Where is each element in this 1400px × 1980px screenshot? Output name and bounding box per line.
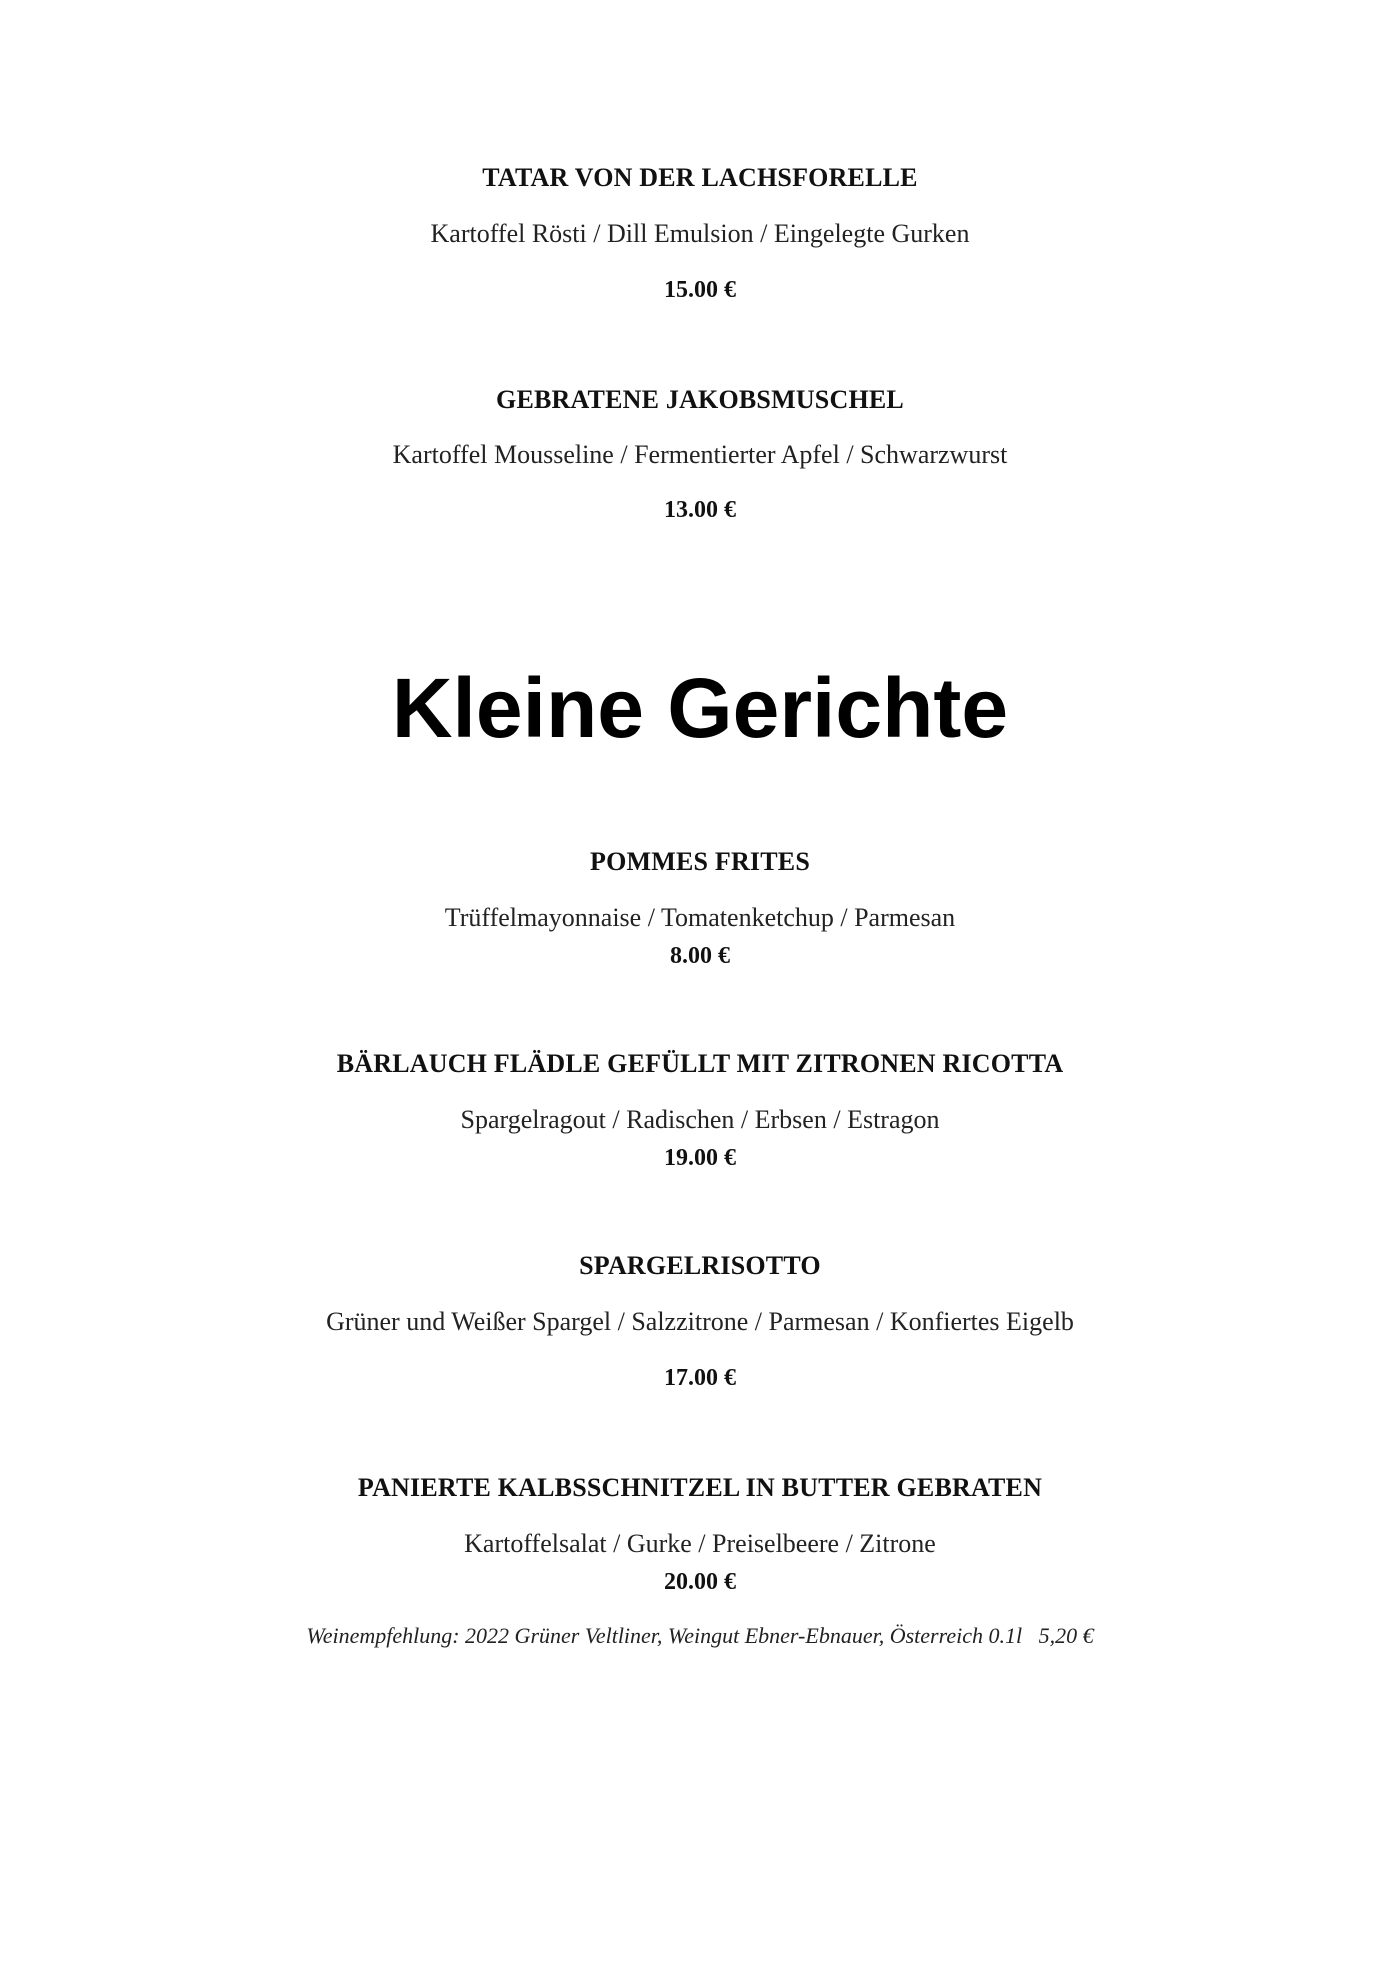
dish-name-pommes-frites: POMMES FRITES	[589, 847, 810, 876]
dish-price-spargelrisotto: 17.00 €	[664, 1365, 736, 1391]
section-title: Kleine Gerichte	[391, 661, 1009, 755]
dish-name-spargelrisotto: SPARGELRISOTTO	[579, 1251, 821, 1280]
dish-price-kalbsschnitzel: 20.00 €	[664, 1569, 736, 1595]
dish-description-jakobsmuschel: Kartoffel Mousseline / Fermentierter Apfel / Schwarzwurst	[392, 440, 1008, 469]
dish-name-baerlauch-flaedle: BÄRLAUCH FLÄDLE GEFÜLLT MIT ZITRONEN RICOTTA	[336, 1049, 1064, 1078]
wine-recommendation: Weinempfehlung: 2022 Grüner Veltliner, Weingut Ebner-Ebnauer, Österreich 0.1l 5,20 €	[306, 1623, 1094, 1648]
dish-name-kalbsschnitzel: PANIERTE KALBSSCHNITZEL IN BUTTER GEBRATEN	[357, 1473, 1043, 1502]
dish-description-pommes-frites: Trüffelmayonnaise / Tomatenketchup / Parmesan	[444, 903, 956, 932]
dish-price-pommes-frites: 8.00 €	[670, 943, 730, 969]
dish-price-lachsforelle: 15.00 €	[664, 277, 736, 303]
dish-description-baerlauch-flaedle: Spargelragout / Radischen / Erbsen / Estragon	[460, 1105, 940, 1134]
dish-description-spargelrisotto: Grüner und Weißer Spargel / Salzzitrone / Parmesan / Konfiertes Eigelb	[326, 1307, 1074, 1336]
dish-price-baerlauch-flaedle: 19.00 €	[664, 1145, 736, 1171]
dish-name-lachsforelle: TATAR VON DER LACHSFORELLE	[482, 163, 918, 192]
dish-name-jakobsmuschel: GEBRATENE JAKOBSMUSCHEL	[496, 385, 904, 414]
dish-description-lachsforelle: Kartoffel Rösti / Dill Emulsion / Eingelegte Gurken	[430, 219, 970, 248]
dish-description-kalbsschnitzel: Kartoffelsalat / Gurke / Preiselbeere / Zitrone	[464, 1529, 936, 1558]
dish-price-jakobsmuschel: 13.00 €	[664, 497, 736, 523]
